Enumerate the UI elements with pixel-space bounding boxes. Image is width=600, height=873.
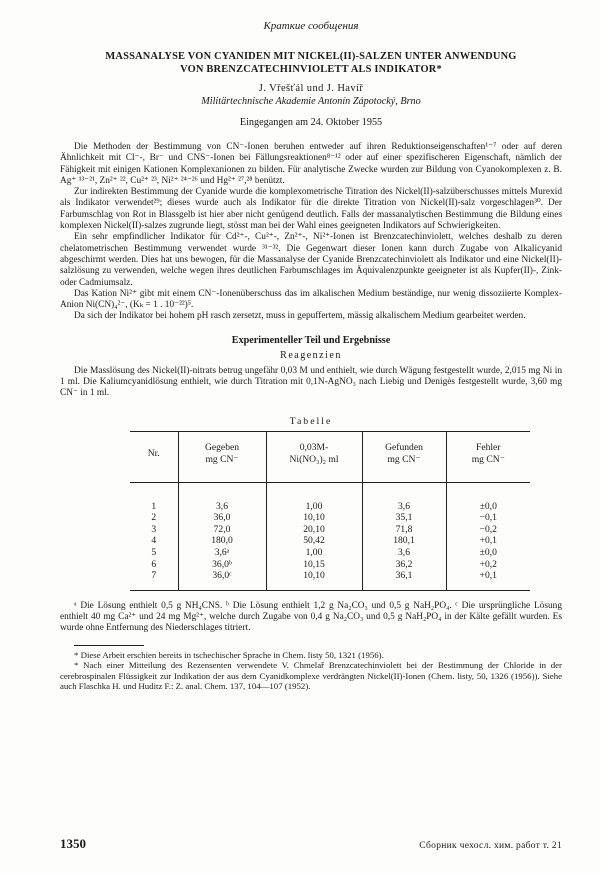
table-row — [130, 559, 530, 571]
table-header-row — [130, 431, 530, 482]
authors: J. Vřešťál und J. Havíř — [258, 83, 364, 94]
reagent-paragraph: Die Masslösung des Nickel(II)-nitrats betrug ungefähr 0,03 M und enthielt, wie durch Wägung festgestellt wurde, 2,015 mg Ni in 1 ml. Die Kaliumcyanidlösung enthielt, wie durch Titration mit 0,1N-AgNO₃ nach Liebig und Denigès festgestellt wurde, 3,60 mg CN⁻ in 1 ml. — [60, 365, 562, 399]
table-cell: 3,6ᵃ — [178, 547, 266, 559]
footnote: * Diese Arbeit erschien bereits in tschechischer Sprache in Chem. listy 50, 1321 (1956). — [74, 649, 384, 660]
table-cell: 20,10 — [266, 524, 362, 536]
table-row — [130, 524, 530, 536]
table-cell: 35,1 — [362, 512, 446, 524]
paragraph: Da sich der Indikator bei hohem pH rasch zersetzt, muss in gepuffertem, mässig alkalischem Medium gearbeitet werden. — [74, 311, 526, 322]
table-cell: 3,6 — [178, 482, 266, 512]
table-cell: 72,0 — [178, 524, 266, 536]
paragraph: Ein sehr empfindlicher Indikator für Cd²⁺-, Cu²⁺-, Zn²⁺-, Ni²⁺-Ionen ist Brenzcatechinviolett, welches deshalb zu deren chelatometrischen Bestimmung verwendet wurde ³¹⁻³². Die Gegenwart dieser Ionen kann durch Zugabe von Alkalicyanid abgeschirmt werden. Dies hat uns bewogen, für die Massanalyse der Cyanide Brenzcatechinviolett als Indikator und eine Nickel(II)-salzlösung zu verwenden, welche wegen ihres deutlichen Farbumschlages im Äquivalenzpunkte geeigneter ist als Kupfer(II)-, Zink- oder Cadmiumsalz. — [60, 232, 562, 288]
table-cell: 36,2 — [362, 559, 446, 571]
table-cell: 3,6 — [362, 482, 446, 512]
table-cell: 36,0ᶜ — [178, 570, 266, 590]
header-cell: Fehler mg CN⁻ — [446, 431, 530, 482]
running-head: Краткие сообщения — [263, 20, 359, 32]
table-cell: 1,00 — [266, 547, 362, 559]
section-title: Experimenteller Teil und Ergebnisse — [231, 334, 391, 346]
header-cell: Nr. — [130, 431, 178, 482]
table-cell: 2 — [151, 512, 157, 524]
table-cell: 180,0 — [178, 535, 266, 547]
table-cell: +0,1 — [446, 570, 530, 590]
table-cell: 36,0ᵇ — [178, 559, 266, 571]
introduction — [60, 142, 562, 323]
table-notes — [60, 601, 562, 635]
page-number: 1350 — [60, 836, 86, 851]
table-cell: +0,1 — [446, 535, 530, 547]
affiliation: Militärtechnische Akademie Antonín Zápotocký, Brno — [201, 96, 421, 107]
table-cell: 1,00 — [266, 482, 362, 512]
table-cell: ±0,0 — [446, 482, 530, 512]
table-cell: ±0,0 — [446, 547, 530, 559]
table-cell: 5 — [151, 547, 157, 559]
paragraph: Die Methoden der Bestimmung von CN⁻-Ionen beruhen entweder auf ihren Reduktionseigenschaften¹⁻⁷ oder auf deren Ähnlichkeit mit Cl⁻-, Br⁻ und CNS⁻-Ionen bei Fällungsreaktionen⁸⁻¹² oder auf einer spezifischeren Eigenschaft, nämlich der Fähigkeit mit einigen Kationen Komplexanionen zu bilden. Für analytische Zwecke wurden zur Bildung von Cyanokomplexen z. B. Ag⁺ ¹³⁻²¹, Zn²⁺ ²², Cu²⁺ ²³, Ni²⁺ ²⁴⁻²⁶ und Hg²⁺ ²⁷,²⁸ benützt. — [60, 142, 562, 186]
table-cell: 36,1 — [362, 570, 446, 590]
table-cell: −0,2 — [446, 524, 530, 536]
table-row — [130, 512, 530, 524]
table-cell: 1 — [151, 500, 157, 512]
table-cell: 4 — [151, 535, 157, 547]
title-line-2: VON BRENZCATECHINVIOLETT ALS INDIKATOR* — [180, 64, 442, 75]
subsection-title: Reagenzien — [280, 349, 342, 361]
table-row — [130, 547, 530, 559]
table-row — [130, 482, 530, 512]
table-cell: 6 — [151, 558, 157, 570]
table-cell: 36,0 — [178, 512, 266, 524]
paper-title — [60, 50, 562, 76]
table-cell: 7 — [130, 570, 178, 590]
header-cell: Gegeben mg CN⁻ — [178, 431, 266, 482]
table-cell: +0,2 — [446, 559, 530, 571]
header-cell: Gefunden mg CN⁻ — [362, 431, 446, 482]
table-cell: 10,15 — [266, 559, 362, 571]
table-note-text: ᵃ Die Lösung enthielt 0,5 g NH₄CNS. ᵇ Die Lösung enthielt 1,2 g Na₂CO₃ und 0,5 g NaH₂PO₄. ᶜ Die ursprüngliche Lösung enthielt 40 mg Ca²⁺ und 24 mg Mg²⁺, welche durch Zugabe von 0,4 g Na₂CO₃ und 0,5 g NaH₂PO₄ in der Kälte gefällt wurden. Es wurde ohne Entfernung des Niederschlages titriert. — [60, 600, 562, 634]
table-row — [130, 535, 530, 547]
table-cell: −0,1 — [446, 512, 530, 524]
page-footer — [60, 836, 562, 852]
title-line-1: MASSANALYSE VON CYANIDEN MIT NICKEL(II)-SALZEN UNTER ANWENDUNG — [105, 51, 517, 62]
paragraph: Zur indirekten Bestimmung der Cyanide wurde die komplexometrische Titration des Nickel(II)-salzüberschusses mittels Murexid als Indikator verwendet²⁹; dieses wurde auch als Indikator für die direkte Titration von Nickel(II)-salz vorgeschlagen³⁰. Der Farbumschlag von Rot in Blassgelb ist hier aber nicht genügend deutlich. Falls der massanalytischen Bestimmung die Bildung eines komplexen Nickel(II)-salzes zugrunde liegt, stösst man bei der Wahl eines geeigneten Indikators auf Schwierigkeiten. — [60, 187, 562, 232]
table-caption: Tabelle — [289, 415, 333, 427]
header-cell: 0,03M- Ni(NO₃)₂ ml — [266, 431, 362, 482]
table-cell: 10,10 — [266, 570, 362, 590]
table-cell: 3 — [151, 523, 157, 535]
table-cell: 71,8 — [362, 524, 446, 536]
results-table — [130, 431, 530, 591]
table-cell: 3,6 — [362, 547, 446, 559]
footnote-divider — [74, 645, 144, 646]
journal-name: Сборник чехосл. хим. работ т. 21 — [419, 841, 562, 851]
table-row — [130, 570, 530, 590]
footnote: * Nach einer Mitteilung des Rezensenten verwendete V. Chmelař Brenzcatechinviolett bei der Bestimmung der Chloride in der cerebrospinalen Flüssigkeit zur Indikation der aus dem Cyanidkomplexe verdrängten Nickel(II)-Ionen (Chem. listy, 50, 1326 (1956)). Siehe auch Flaschka H. und Huditz F.: Z. anal. Chem. 137, 104—107 (1952). — [60, 660, 562, 692]
footnotes — [60, 650, 562, 692]
received-date: Eingegangen am 24. Oktober 1955 — [239, 117, 383, 128]
table-cell: 50,42 — [266, 535, 362, 547]
table-cell: 10,10 — [266, 512, 362, 524]
paragraph: Das Kation Ni²⁺ gibt mit einem CN⁻-Ionenüberschuss das im alkalischen Medium beständige, nur wenig dissoziierte Komplex-Anion Ni(CN)₄²⁻, (Kₖ = 1 . 10⁻²²)⁵. — [60, 288, 562, 311]
table-cell: 180,1 — [362, 535, 446, 547]
